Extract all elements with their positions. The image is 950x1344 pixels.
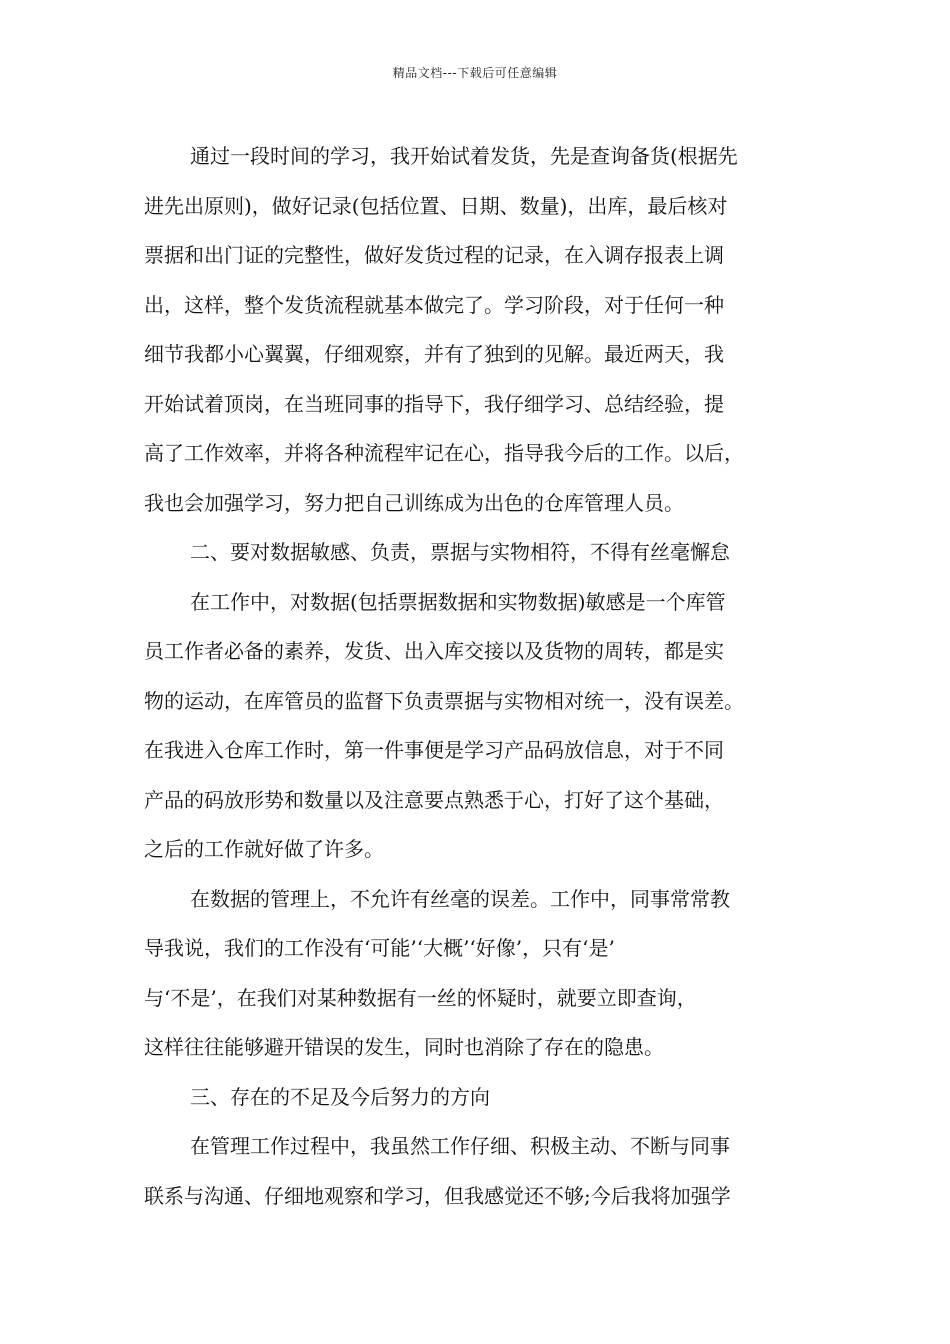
text-line: 之后的工作就好做了许多。	[144, 837, 384, 861]
text-line: 二、要对数据敏感、负责，票据与实物相符，不得有丝毫懈怠	[190, 540, 730, 564]
document-body	[144, 132, 824, 1221]
text-line: 员工作者必备的素养，发货、出入库交接以及货物的周转，都是实	[144, 639, 724, 663]
text-line: 票据和出门证的完整性，做好发货过程的记录，在入调存报表上调	[144, 243, 724, 267]
text-line: 高了工作效率，并将各种流程牢记在心，指导我今后的工作。以后，	[144, 441, 744, 465]
text-line: 出，这样，整个发货流程就基本做完了。学习阶段，对于任何一种	[144, 292, 724, 317]
text-line: 开始试着顶岗，在当班同事的指导下，我仔细学习、总结经验，提	[144, 391, 724, 416]
text-line: 导我说，我们的工作没有‘可能’‘大概’‘好像’，只有‘是’	[144, 936, 615, 960]
text-line: 通过一段时间的学习，我开始试着发货，先是查询备货(根据先	[190, 144, 738, 168]
text-line: 我也会加强学习，努力把自己训练成为出色的仓库管理人员。	[144, 490, 684, 515]
text-line: 产品的码放形势和数量以及注意要点熟悉于心，打好了这个基础，	[144, 787, 724, 812]
text-line: 在数据的管理上，不允许有丝毫的误差。工作中，同事常常教	[190, 886, 730, 911]
text-line: 在管理工作过程中，我虽然工作仔细、积极主动、不断与同事	[190, 1134, 730, 1158]
text-line: 联系与沟通、仔细地观察和学习，但我感觉还不够;今后我将加强学	[144, 1183, 731, 1208]
page-header: 精品文档---下载后可任意编辑	[392, 66, 558, 80]
text-line: 在工作中，对数据(包括票据数据和实物数据)敏感是一个库管	[190, 589, 726, 614]
text-line: 进先出原则)，做好记录(包括位置、日期、数量)，出库，最后核对	[144, 193, 728, 218]
text-line: 三、存在的不足及今后努力的方向	[190, 1084, 490, 1109]
text-line: 与‘不是’，在我们对某种数据有一丝的怀疑时，就要立即查询，	[144, 985, 697, 1010]
text-line: 在我进入仓库工作时，第一件事便是学习产品码放信息，对于不同	[144, 738, 724, 762]
text-line: 物的运动，在库管员的监督下负责票据与实物相对统一，没有误差。	[144, 688, 744, 713]
text-line: 这样往往能够避开错误的发生，同时也消除了存在的隐患。	[144, 1035, 664, 1059]
text-line: 细节我都小心翼翼，仔细观察，并有了独到的见解。最近两天，我	[144, 342, 724, 366]
